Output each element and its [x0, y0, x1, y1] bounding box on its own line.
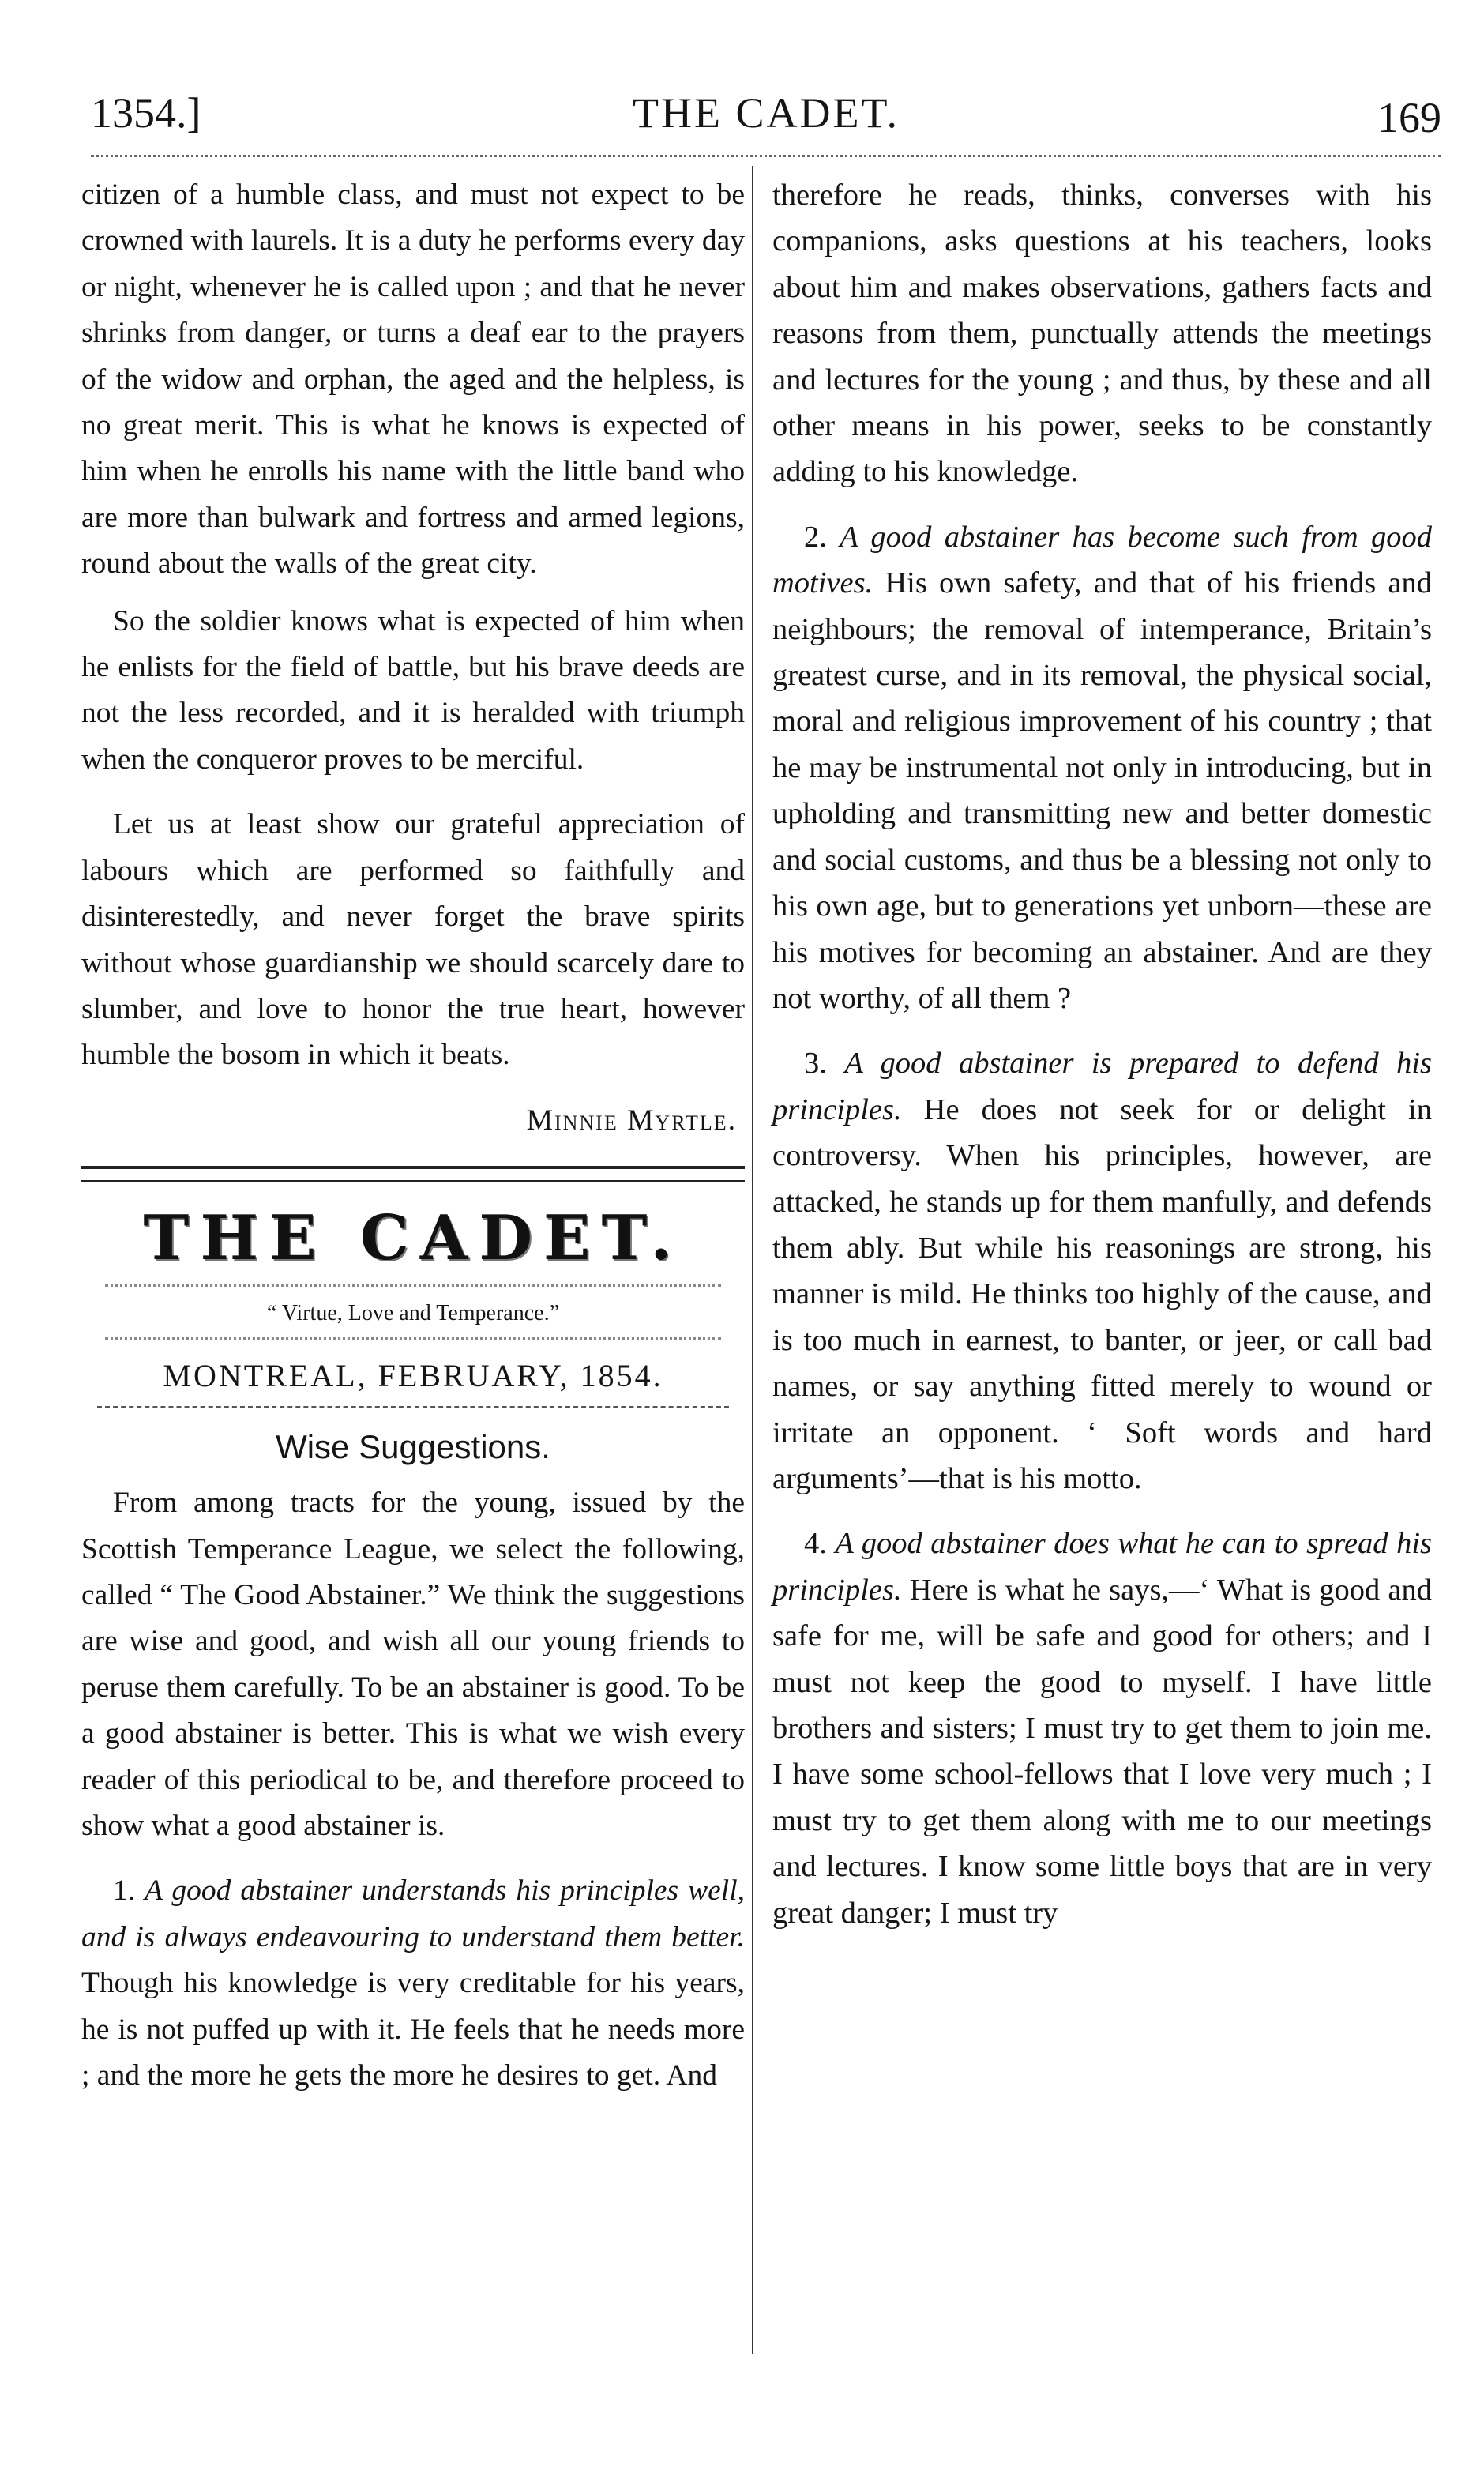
paragraph-soldier: So the soldier knows what is expected of him when he enlists for the field of battle, but his brave deeds are not the less recorded, and it is heralded with triumph when the conqueror proves to be merciful.: [81, 604, 745, 776]
point-number: 4.: [804, 1527, 827, 1561]
masthead-top-rule: [81, 1166, 745, 1182]
continued-paragraph: citizen of a humble class, and must not expect to be crowned with laurels. It is a duty he performs every day or night, whenever he is called upon ; and that he never shrinks from danger, or turns a deaf ear to the prayers of the widow and orphan, the aged and the helpless, is no great merit. This is what he knows is expected of him when he enrolls his name with the little band who are more than bulwark and fortress and armed legions, round about the walls of the great city.: [81, 179, 745, 581]
point-body: Though his knowledge is very creditable for his years, he is not puffed up with it. He feels that he needs more ; and the more he gets the more he desires to get. And: [81, 1967, 745, 2092]
column-divider: [752, 166, 753, 2354]
paragraph-appreciation: Let us at least show our grateful appreciation of labours which are performed so faithfully and disinterestedly, and never forget the brave spirits without whose guardianship we should scarcely dare to slumber, and love to honor the true heart, however humble the bosom in which it beats.: [81, 808, 745, 1072]
right-column: [772, 172, 1432, 1955]
point-number: 3.: [804, 1047, 827, 1081]
point-lead: A good abstainer has become such from good motives.: [772, 520, 1433, 600]
dateline-rule: [97, 1406, 729, 1408]
point-body: He does not seek for or delight in controversy. When his principles, however, are attacked, he stands up for them manfully, and defends them ably. But while his reasonings are strong, his manner is mild. He thinks too highly of the cause, and is too much in earnest, to banter, or jeer, or call bad names, or say anything fitted merely to wound or irritate an opponent. ‘ Soft words and hard arguments’—that is his motto.: [772, 1092, 1433, 1495]
point-lead: A good abstainer is prepared to defend his principles.: [772, 1047, 1433, 1126]
page-number: 169: [1377, 94, 1441, 141]
point-number: 2.: [804, 520, 827, 554]
point-body: Here is what he says,—‘ What is good and safe for me, will be safe and good for others; and I must not keep the good to myself. I have little brothers and sisters; I must try to get them to join me. I have some school-fellows that I love very much ; I must try to get them along with me to our meetings and lectures. I know some little boys that are in very great danger; I must try: [772, 1573, 1432, 1930]
running-title: THE CADET.: [633, 89, 900, 137]
left-column: [81, 172, 745, 2118]
running-header: [91, 88, 1441, 144]
motto-ornament-rule: [105, 1337, 721, 1340]
header-divider: [91, 155, 1441, 157]
point-number: 1.: [113, 1874, 136, 1908]
issue-year: 1354.]: [91, 89, 201, 137]
point-lead: A good abstainer does what he can to spread his principles.: [772, 1527, 1432, 1607]
point-lead: A good abstainer understands his principles well, and is always endeavouring to understand them better.: [81, 1874, 746, 1953]
point-1: [81, 1868, 745, 2099]
point-2: [772, 514, 1432, 1021]
masthead-motto: “ Virtue, Love and Temperance.”: [266, 1301, 560, 1326]
point-4: [772, 1521, 1432, 1936]
author-signature: Minnie Myrtle.: [526, 1103, 737, 1137]
masthead-ornament-rule: [105, 1284, 721, 1287]
point-body: His own safety, and that of his friends and neighbours; the removal of intemperance, Britain’s greatest curse, and in its removal, the physical social, moral and religious improvement of his country ; that he may be instrumental not only in introducing, but in upholding and transmitting new and better domestic and social customs, and thus be a blessing not only to his own age, but to generations yet unborn—these are his motives for becoming an abstainer. And are they not worthy, of all them ?: [772, 566, 1432, 1015]
article-intro: From among tracts for the young, issued by the Scottish Temperance League, we select the following, called “ The Good Abstainer.” We think the suggestions are wise and good, and wish all our young friends to peruse them carefully. To be an abstainer is good. To be a good abstainer is better. This is what we wish every reader of this periodical to be, and therefore proceed to show what a good abstainer is.: [81, 1487, 745, 1842]
masthead-title: THE CADET.: [143, 1202, 683, 1275]
dateline: MONTREAL, FEBRUARY, 1854.: [163, 1358, 663, 1394]
point-3: [772, 1040, 1432, 1502]
article-headline: Wise Suggestions.: [276, 1428, 550, 1466]
continued-point-1: therefore he reads, thinks, converses with his companions, asks questions at his teachers, looks about him and makes observations, gathers facts and reasons from them, punctually attends the meetings and lectures for the young ; and thus, by these and all other means in his power, seeks to be constantly adding to his knowledge.: [772, 179, 1432, 489]
